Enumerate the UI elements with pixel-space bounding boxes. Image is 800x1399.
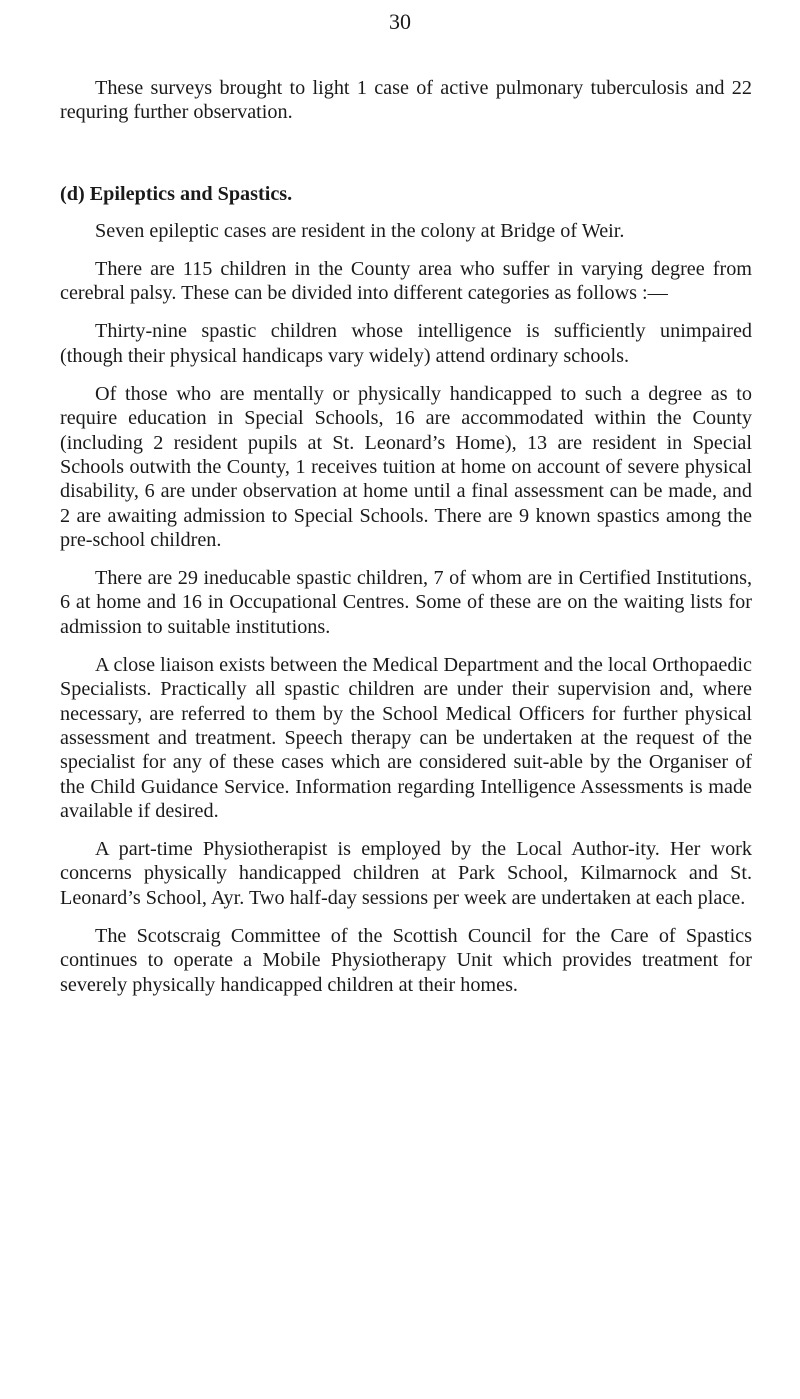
paragraph-special-schools: Of those who are mentally or physically handicapped to such a degree as to require education in Special Schools, 16 are accommodated within the County (including 2 resident pupils at St. Leonard’s Home), 13 are resident in Special Schools outwith the County, 1 receives tuition at home on account of severe physical disability, 6 are under observation at home until a final assessment can be made, and 2 are awaiting admission to Special Schools. There are 9 known spastics among the pre-school children.	[60, 383, 752, 551]
paragraph-cerebral-palsy: There are 115 children in the County area who suffer in varying degree from cerebral palsy. These can be divided into different categories as follows :—	[60, 257, 752, 305]
page-number: 30	[389, 9, 411, 34]
paragraph-ineducable: There are 29 ineducable spastic children, 7 of whom are in Certified Institutions, 6 at home and 16 in Occupational Centres. Some of these are on the waiting lists for admission to suitable institutions.	[60, 567, 752, 638]
paragraph-epileptic-cases: Seven epileptic cases are resident in the colony at Bridge of Weir.	[95, 219, 625, 242]
intro-paragraph: These surveys brought to light 1 case of active pulmonary tuberculosis and 22 requring further observation.	[60, 77, 752, 124]
paragraph-ordinary-schools: Thirty-nine spastic children whose intelligence is sufficiently unimpaired (though their physical handicaps vary widely) attend ordinary schools.	[60, 320, 752, 367]
page-body	[60, 76, 752, 1011]
section-heading: (d) Epileptics and Spastics.	[60, 182, 293, 205]
paragraph-scotscraig: The Scotscraig Committee of the Scottish Council for the Care of Spastics continues to operate a Mobile Physiotherapy Unit which provides treatment for severely physically handicapped children at their homes.	[60, 925, 752, 996]
paragraph-liaison: A close liaison exists between the Medical Department and the local Orthopaedic Specialists. Practically all spastic children are under their supervision and, where necessary, are referred to them by the School Medical Officers for further physical assessment and treatment. Speech therapy can be undertaken at the request of the specialist for any of these cases which are considered suit-able by the Organiser of the Child Guidance Service. Information regarding Intelligence Assessments is made available if desired.	[60, 654, 752, 822]
paragraph-physiotherapist: A part-time Physiotherapist is employed by the Local Author-ity. Her work concerns physically handicapped children at Park School, Kilmarnock and St. Leonard’s School, Ayr. Two half-day sessions per week are undertaken at each place.	[60, 838, 752, 909]
